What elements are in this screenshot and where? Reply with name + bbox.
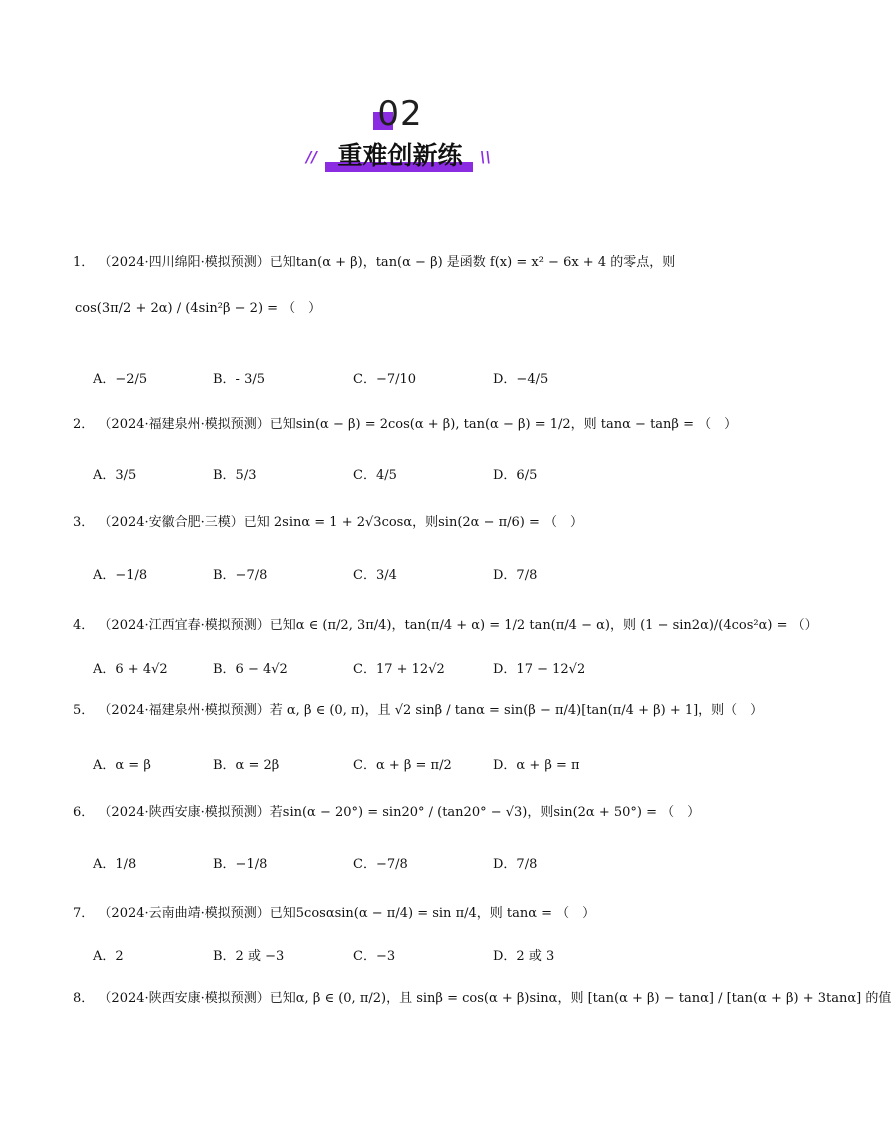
option-a[interactable]: A．2 [93,948,124,964]
question-number: 8． [73,991,95,1006]
option-c[interactable]: C．4/5 [353,467,397,483]
option-d[interactable]: D．7/8 [493,856,538,872]
option-c[interactable]: C．α + β = π/2 [353,757,452,773]
option-d[interactable]: D．7/8 [493,567,538,583]
question-6-options [93,845,733,879]
question-7-options [93,937,733,971]
question-text: （2024·安徽合肥·三模）已知 2sinα = 1 + 2√3cosα，则sin(2α − π/6) = （ ） [98,515,584,530]
question-3-options [93,556,733,590]
option-c[interactable]: C．17 + 12√2 [353,661,445,677]
question-text: （2024·福建泉州·模拟预测）已知sin(α − β) = 2cos(α + β), tan(α − β) = 1/2，则 tanα − tanβ = （ ） [98,417,738,432]
option-c[interactable]: C．3/4 [353,567,397,583]
option-b[interactable]: B．α = 2β [213,757,280,773]
option-d[interactable]: D．6/5 [493,467,538,483]
option-c[interactable]: C．−7/8 [353,856,408,872]
question-5 [73,702,763,720]
question-text: （2024·陕西安康·模拟预测）若sin(α − 20°) = sin20° / (tan20° − √3)，则sin(2α + 50°) = （ ） [98,805,701,820]
question-number: 3． [73,515,95,530]
option-d[interactable]: D．−4/5 [493,371,549,387]
question-text: （2024·江西宜春·模拟预测）已知α ∈ (π/2, 3π/4)，tan(π/4 + α) = 1/2 tan(π/4 − α)，则 (1 − sin2α)/(4cos²α) = （） [98,618,818,633]
option-d[interactable]: D．α + β = π [493,757,580,773]
question-text: （2024·福建泉州·模拟预测）若 α, β ∈ (0, π)，且 √2 sinβ / tanα = sin(β − π/4)[tan(π/4 + β) + 1]，则（ ） [98,703,764,718]
option-a[interactable]: A．α = β [93,757,151,773]
option-a[interactable]: A．3/5 [93,467,137,483]
question-number: 5． [73,703,95,718]
option-d[interactable]: D．17 − 12√2 [493,661,586,677]
question-text: （2024·云南曲靖·模拟预测）已知5cosαsin(α − π/4) = sin π/4，则 tanα = （ ） [98,906,596,921]
question-number: 1． [73,255,95,270]
question-4 [73,617,818,635]
option-a[interactable]: A．−2/5 [93,371,148,387]
question-1-options [93,360,733,394]
question-number: 4． [73,618,95,633]
option-a[interactable]: A．6 + 4√2 [93,661,168,677]
question-number: 6． [73,805,95,820]
question-number: 2． [73,417,95,432]
question-7 [73,905,595,923]
option-b[interactable]: B．−7/8 [213,567,268,583]
section-title: 重难创新练 [337,141,463,170]
option-b[interactable]: B．6 − 4√2 [213,661,288,677]
option-b[interactable]: B．5/3 [213,467,257,483]
question-text-continued: cos(3π/2 + 2α) / (4sin²β − 2) = （ ） [75,301,322,316]
section-header [0,0,800,200]
option-b[interactable]: B．- 3/5 [213,371,266,387]
option-d[interactable]: D．2 或 3 [493,948,555,964]
question-5-options [93,746,733,780]
question-3 [73,514,583,532]
option-b[interactable]: B．−1/8 [213,856,268,872]
question-4-options [93,650,733,684]
question-number: 7． [73,906,95,921]
left-slash-decoration: // [306,148,317,166]
option-c[interactable]: C．−3 [353,948,396,964]
question-1-expression [75,300,321,318]
right-slash-decoration: \\ [480,148,491,166]
option-b[interactable]: B．2 或 −3 [213,948,285,964]
question-1 [73,254,675,272]
question-2-options [93,456,733,490]
section-number: 02 [377,94,423,134]
option-a[interactable]: A．1/8 [93,856,137,872]
question-text: （2024·陕西安康·模拟预测）已知α, β ∈ (0, π/2)，且 sinβ = cos(α + β)sinα，则 [tan(α + β) − tanα] / [tan(α + β) + 3tanα] 的值 [98,991,891,1006]
question-2 [73,416,737,434]
question-6 [73,804,700,822]
question-8 [73,990,891,1008]
option-a[interactable]: A．−1/8 [93,567,148,583]
option-c[interactable]: C．−7/10 [353,371,417,387]
question-text: （2024·四川绵阳·模拟预测）已知tan(α + β)，tan(α − β) 是函数 f(x) = x² − 6x + 4 的零点，则 [98,255,676,270]
